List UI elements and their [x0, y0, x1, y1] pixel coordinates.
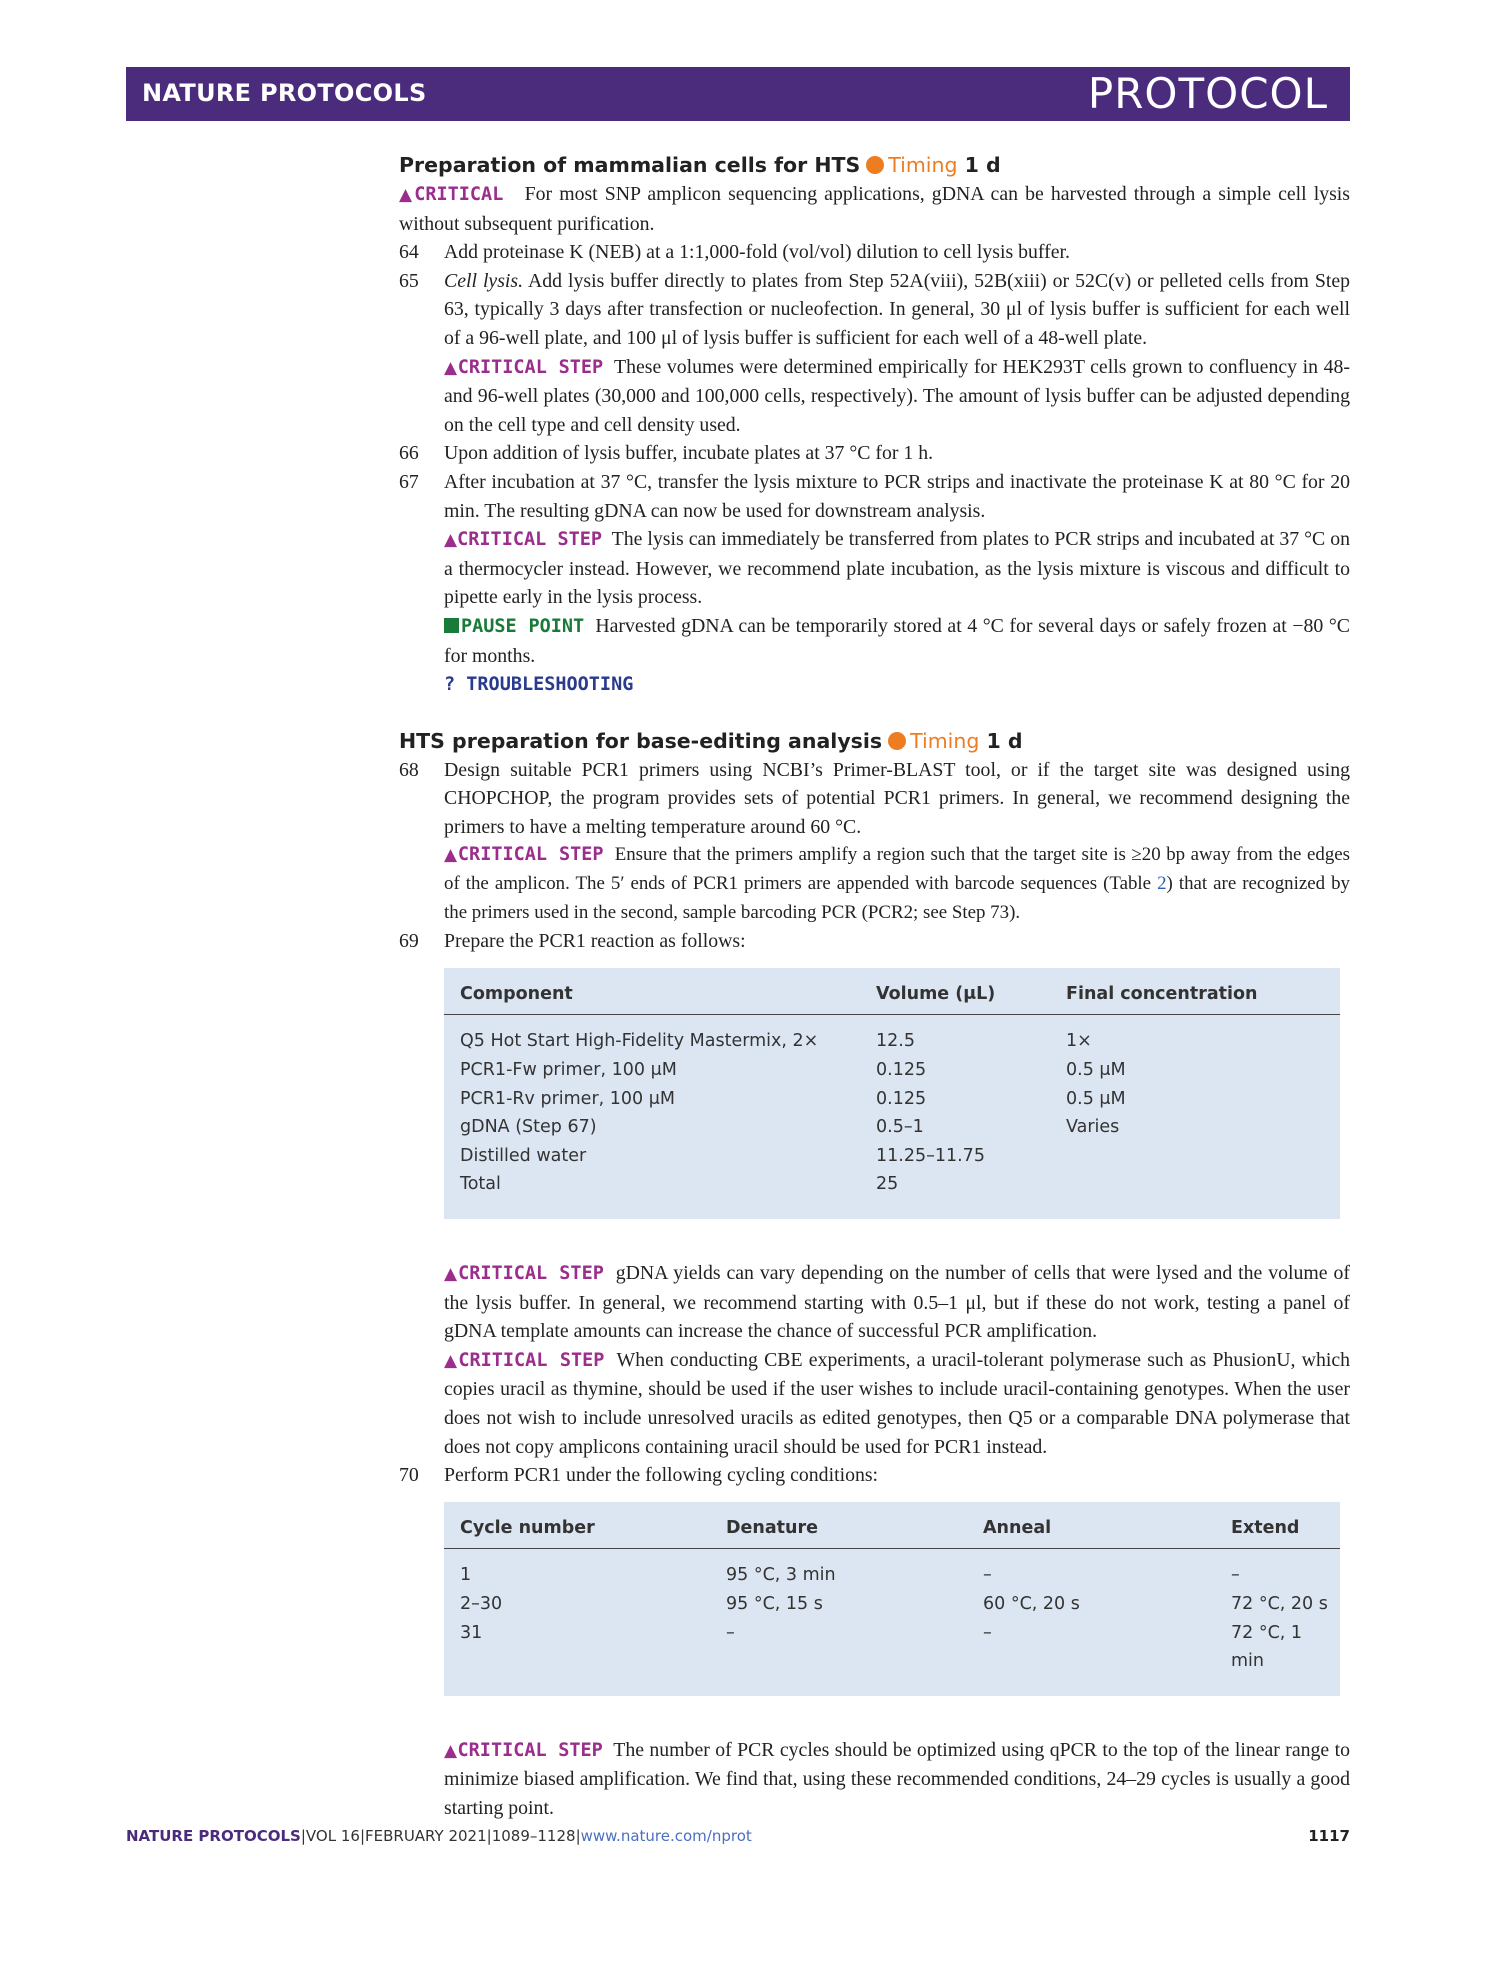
table-row: gDNA (Step 67) 0.5–1 Varies	[460, 1117, 1120, 1138]
pause-point-label: PAUSE POINT	[444, 616, 584, 637]
table-row: Q5 Hot Start High-Fidelity Mastermix, 2× 12.5 1×	[460, 1031, 1092, 1052]
column-header: Component	[444, 968, 860, 1015]
timing-dot-icon	[888, 732, 906, 750]
warning-triangle-icon: ▲	[444, 1350, 459, 1371]
page-footer: NATURE PROTOCOLS|VOL 16|FEBRUARY 2021|1089–1128|www.nature.com/nprot 1117	[126, 1827, 1350, 1845]
section-title-text: HTS preparation for base-editing analysis	[399, 728, 883, 753]
warning-triangle-icon: ▲	[444, 530, 458, 551]
warning-triangle-icon: ▲	[444, 845, 458, 866]
pause-point-note: PAUSE POINT Harvested gDNA can be temporarily stored at 4 °C for several days or safely frozen at −80 °C for months.	[444, 614, 1350, 667]
table-row: 1 95 °C, 3 min – –	[460, 1565, 1240, 1586]
table-row: 31 – – 72 °C, 1 min	[460, 1622, 1303, 1672]
table-header-row	[444, 968, 1340, 1015]
timing-label: Timing	[910, 728, 980, 753]
article-body	[399, 150, 1350, 1823]
critical-step-label: ▲CRITICAL STEP	[444, 844, 604, 866]
critical-step-label: ▲CRITICAL STEP	[444, 1263, 604, 1284]
critical-step-note: ▲CRITICAL STEP gDNA yields can vary depending on the number of cells that were lysed and the volume of the lysis buffer. In general, we recommend starting with 0.5–1 μl, but if these do not work, testing a panel of gDNA template amounts can increase the chance of successful PCR amplification.	[444, 1262, 1350, 1343]
table-header-row	[444, 1502, 1340, 1549]
step-68: 68 Design suitable PCR1 primers using NCBI’s Primer-BLAST tool, or if the target site was designed using CHOPCHOP, the program provides sets of potential PCR1 primers. In general, we recommend designing the primers to have a melting temperature around 60 °C.	[399, 758, 1350, 838]
critical-step-note: ▲CRITICAL STEP The number of PCR cycles should be optimized using qPCR to the top of the linear range to minimize biased amplification. We find that, using these recommended conditions, 24–29 cycles is usually a good starting point.	[444, 1738, 1350, 1819]
table-reference-link[interactable]: 2	[1157, 873, 1167, 895]
critical-step-note: ▲CRITICAL STEP Ensure that the primers amplify a region such that the target site is ≥20 bp away from the edges of the amplicon. The 5′ ends of PCR1 primers are appended with barcode sequences (Table 2) that are recognized by the primers used in the second, sample barcoding PCR (PCR2; see Step 73).	[444, 844, 1351, 923]
step-69: 69 Prepare the PCR1 reaction as follows:	[399, 930, 746, 953]
step-70: 70 Perform PCR1 under the following cycling conditions:	[399, 1464, 879, 1487]
section-title-text: Preparation of mammalian cells for HTS	[399, 153, 861, 177]
step-64: 64 Add proteinase K (NEB) at a 1:1,000-fold (vol/vol) dilution to cell lysis buffer.	[399, 241, 1070, 264]
timing-label: Timing	[888, 153, 958, 177]
section-heading-cell-prep	[399, 150, 1350, 180]
critical-step-note: ▲CRITICAL STEP These volumes were determined empirically for HEK293T cells grown to confluency in 48- and 96-well plates (30,000 and 100,000 cells, respectively). The amount of lysis buffer can be adjusted depending on the cell type and cell density used.	[444, 355, 1350, 436]
table-row: Distilled water 11.25–11.75	[460, 1145, 985, 1166]
step-67: 67 After incubation at 37 °C, transfer the lysis mixture to PCR strips and inactivate the proteinase K at 80 °C for 20 min. The resulting gDNA can now be used for downstream analysis.	[399, 470, 1350, 522]
footer-volume: VOL 16	[305, 1827, 360, 1845]
critical-label: ▲CRITICAL	[399, 184, 504, 205]
warning-triangle-icon: ▲	[444, 1264, 459, 1284]
table-row: PCR1-Fw primer, 100 μM 0.125 0.5 μM	[460, 1060, 1126, 1081]
step-65: 65 Cell lysis. Add lysis buffer directly to plates from Step 52A(viii), 52B(xiii) or 52C(v) or pelleted cells from Step 63, typically 3 days after transfection or nucleofection. In general, 30 μl of lysis buffer is sufficient for each well of a 96-well plate, and 100 μl of lysis buffer is sufficient for each well of a 48-well plate.	[399, 269, 1350, 349]
pcr1-cycling-table	[444, 1502, 1340, 1696]
column-header: Final concentration	[1050, 968, 1340, 1015]
warning-triangle-icon: ▲	[399, 185, 415, 205]
footer-url-link[interactable]: www.nature.com/nprot	[580, 1827, 752, 1845]
journal-name: NATURE PROTOCOLS	[142, 79, 427, 107]
column-header: Extend	[1215, 1502, 1340, 1549]
critical-note: ▲CRITICAL For most SNP amplicon sequencing applications, gDNA can be harvested through a simple cell lysis without subsequent purification.	[399, 183, 1351, 235]
critical-step-note: ▲CRITICAL STEP The lysis can immediately be transferred from plates to PCR strips and incubated at 37 °C on a thermocycler instead. However, we recommend plate incubation, as the lysis mixture is viscous and difficult to pipette early in the lysis process.	[444, 528, 1351, 609]
critical-step-label: ▲CRITICAL STEP	[444, 529, 602, 551]
step-title: Cell lysis.	[444, 269, 524, 292]
footer-date: FEBRUARY 2021	[365, 1827, 487, 1845]
step-66: 66 Upon addition of lysis buffer, incubate plates at 37 °C for 1 h.	[399, 442, 934, 465]
critical-step-label: ▲CRITICAL STEP	[444, 1739, 603, 1761]
table-row: Total 25	[460, 1174, 899, 1195]
column-header: Anneal	[967, 1502, 1215, 1549]
table-row: 2–30 95 °C, 15 s 60 °C, 20 s 72 °C, 20 s	[460, 1593, 1328, 1614]
critical-step-label: ▲CRITICAL STEP	[444, 356, 604, 378]
timing-value: 1 d	[986, 728, 1023, 753]
page-number: 1117	[1308, 1827, 1350, 1845]
warning-triangle-icon: ▲	[444, 1740, 458, 1761]
table-row: PCR1-Rv primer, 100 μM 0.125 0.5 μM	[460, 1088, 1126, 1109]
pcr1-reaction-table	[444, 968, 1340, 1219]
column-header: Cycle number	[444, 1502, 710, 1549]
critical-step-label: ▲CRITICAL STEP	[444, 1349, 605, 1371]
column-header: Volume (μL)	[860, 968, 1050, 1015]
warning-triangle-icon: ▲	[444, 357, 458, 378]
article-type: PROTOCOL	[1087, 69, 1328, 118]
footer-journal: NATURE PROTOCOLS	[126, 1827, 301, 1845]
column-header: Denature	[710, 1502, 967, 1549]
critical-step-note: ▲CRITICAL STEP When conducting CBE experiments, a uracil-tolerant polymerase such as PhusionU, which copies uracil as thymine, should be used if the user wishes to include uracil-containing genotypes. When the user does not wish to include unresolved uracils as edited genotypes, then Q5 or a comparable DNA polymerase that does not copy amplicons containing uracil should be used for PCR1 instead.	[444, 1348, 1351, 1458]
pause-square-icon	[444, 618, 459, 633]
section-heading-hts-prep	[399, 726, 1350, 756]
troubleshooting-link[interactable]: ? TROUBLESHOOTING	[444, 674, 634, 696]
timing-dot-icon	[866, 156, 884, 174]
footer-pages: 1089–1128	[491, 1827, 576, 1845]
timing-value: 1 d	[964, 153, 1001, 177]
journal-header-band	[126, 67, 1350, 121]
